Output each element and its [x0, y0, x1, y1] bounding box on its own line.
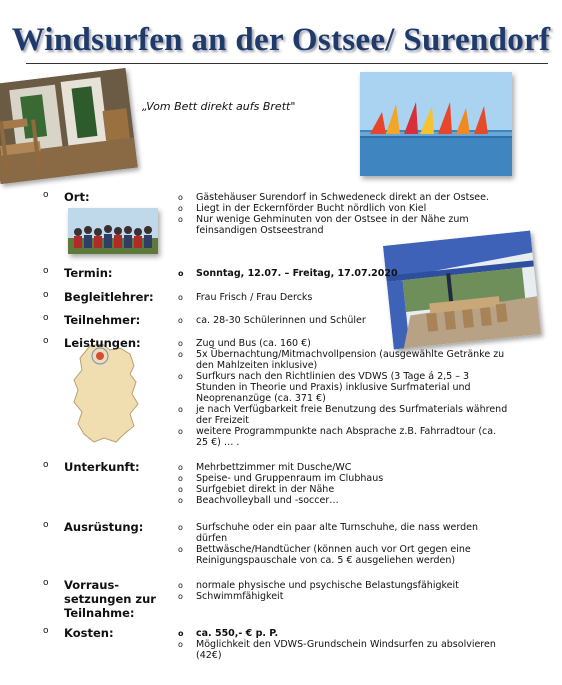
section-label: Kosten:: [64, 626, 114, 640]
section-bullet: o: [43, 336, 49, 346]
section-label: Ausrüstung:: [64, 520, 144, 534]
title-divider: [26, 63, 548, 64]
list-item: o je nach Verfügbarkeit freie Benutzung des Surfmaterials während der Freizeit: [178, 404, 508, 426]
section-items: [178, 338, 508, 448]
section-items: [178, 292, 312, 303]
list-item: o Bettwäsche/Handtücher (können auch vor Ort gegen eine Reinigungspauschale von ca. 5 € ausgeliehen werden): [178, 544, 471, 566]
list-item: o Surfgebiet direkt in der Nähe: [178, 484, 335, 495]
section-items: [178, 462, 383, 506]
section-label: Unterkunft:: [64, 460, 140, 474]
list-item: o weitere Programmpunkte nach Absprache z.B. Fahrradtour (ca. 25 €) … .: [178, 426, 497, 448]
section-bullet: o: [43, 313, 49, 323]
section-label: Vorraus- setzungen zur Teilnahme:: [64, 578, 156, 620]
section-items: [178, 522, 498, 566]
section-items: [178, 580, 459, 602]
room-photo: [0, 68, 138, 184]
section-bullet: o: [43, 520, 49, 530]
section-bullet: o: [43, 190, 49, 200]
section-label: Leistungen:: [64, 336, 141, 350]
list-item: o Speise- und Gruppenraum im Clubhaus: [178, 473, 384, 484]
section-label: Teilnehmer:: [64, 313, 141, 327]
list-item: o Frau Frisch / Frau Dercks: [178, 292, 313, 303]
section-label: Ort:: [64, 190, 90, 204]
section-bullet: o: [43, 266, 49, 276]
page-title: Windsurfen an der Ostsee/ Surendorf: [11, 22, 551, 58]
list-item: o Surfschuhe oder ein paar alte Turnschuhe, die nass werden dürfen: [178, 522, 478, 544]
section-label: Termin:: [64, 266, 113, 280]
windsurf-photo: [360, 72, 512, 176]
list-item: o Möglichkeit den VDWS-Grundschein Windsurfen zu absolvieren (42€): [178, 639, 496, 661]
list-item: o normale physische und psychische Belastungsfähigkeit: [178, 580, 459, 591]
list-item: o 5x Übernachtung/Mitmachvollpension (ausgewählte Getränke zu den Mahlzeiten inklusive): [178, 349, 505, 371]
list-item: o Sonntag, 12.07. – Freitag, 17.07.2020: [178, 268, 398, 279]
section-items: [178, 268, 398, 279]
group-photo: [68, 208, 158, 254]
section-items: [178, 192, 516, 236]
section-bullet: o: [43, 578, 49, 588]
germany-map: [64, 342, 152, 446]
terrace-photo: [383, 231, 541, 350]
list-item: o Schwimmfähigkeit: [178, 591, 284, 602]
list-item: o Nur wenige Gehminuten von der Ostsee in der Nähe zum feinsandigen Ostseestrand: [178, 214, 469, 236]
section-bullet: o: [43, 290, 49, 300]
list-item: o ca. 550,- € p. P.: [178, 628, 279, 639]
section-items: [178, 315, 366, 326]
list-item: o Zug und Bus (ca. 160 €): [178, 338, 311, 349]
list-item: o Gästehäuser Surendorf in Schwedeneck direkt an der Ostsee.: [178, 192, 489, 203]
slogan: „Vom Bett direkt aufs Brett": [142, 100, 296, 113]
section-bullet: o: [43, 626, 49, 636]
list-item: o ca. 28-30 Schülerinnen und Schüler: [178, 315, 366, 326]
list-item: o Mehrbettzimmer mit Dusche/WC: [178, 462, 352, 473]
section-bullet: o: [43, 460, 49, 470]
list-item: o Beachvolleyball und -soccer…: [178, 495, 339, 506]
section-label: Begleitlehrer:: [64, 290, 154, 304]
list-item: o Liegt in der Eckernförder Bucht nördlich von Kiel: [178, 203, 427, 214]
list-item: o Surfkurs nach den Richtlinien des VDWS (3 Tage á 2,5 – 3 Stunden in Theorie und Praxis) inklusive Surfmaterial und Neoprenanzüge (ca. 371 €): [178, 371, 471, 404]
section-items: [178, 628, 508, 661]
